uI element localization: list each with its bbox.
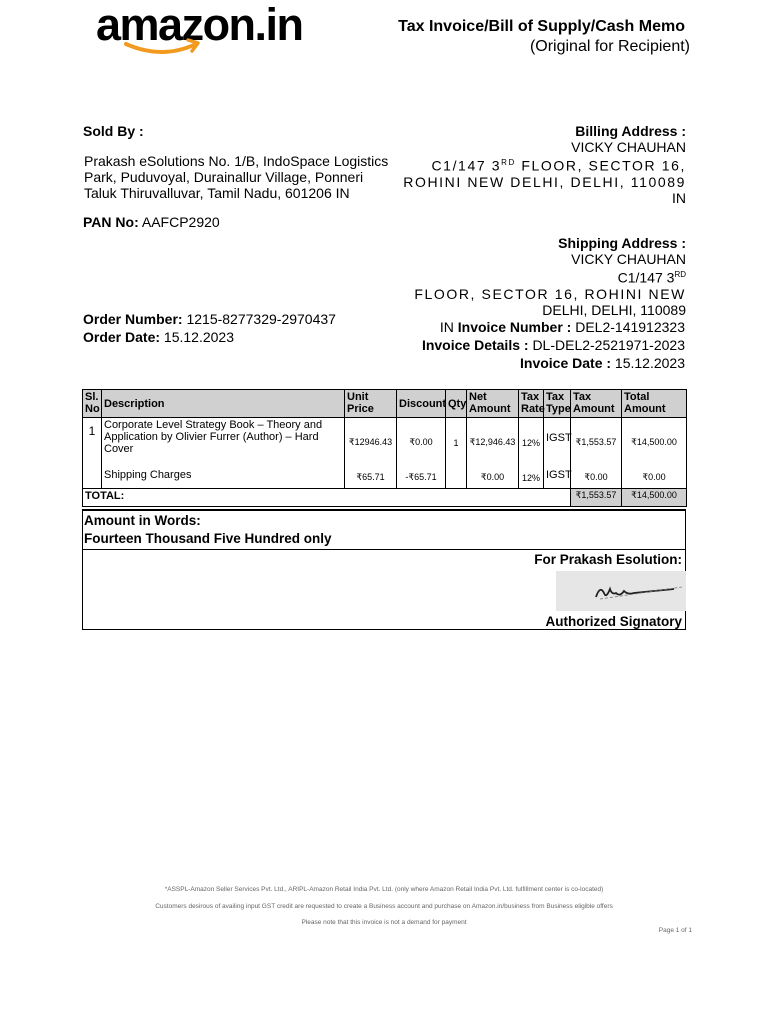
footer-note: *ASSPL-Amazon Seller Services Pvt. Ltd., ARIPL-Amazon Retail India Pvt. Ltd. (only where Amazon Retail India Pvt. Ltd. fulfillment center is co-located) — [164, 886, 604, 893]
column-header: Description — [102, 390, 345, 418]
table-row — [83, 418, 687, 468]
order-date-value: 15.12.2023 — [163, 329, 234, 345]
cell-total-amount: ₹14,500.00 — [622, 418, 687, 468]
cell-tax-type: IGST — [544, 418, 571, 468]
billing-name: VICKY CHAUHAN — [571, 139, 686, 155]
cell-tax-amount: ₹1,553.57 — [571, 418, 622, 468]
shipping-name: VICKY CHAUHAN — [571, 251, 686, 267]
document-title: Tax Invoice/Bill of Supply/Cash Memo — [398, 18, 685, 35]
invoice-details-value: DL-DEL2-2521971-2023 — [532, 337, 685, 353]
cell-tax-rate: 12% — [519, 468, 544, 489]
order-number-value: 1215-8277329-2970437 — [186, 311, 336, 327]
amazon-logo: amazon.in — [96, 0, 303, 50]
table-row — [83, 468, 687, 489]
amount-in-words-box — [82, 509, 686, 550]
seller-address-line: Park, Puduvoyal, Durainallur Village, Ponneri — [84, 169, 364, 185]
table-total-row — [83, 489, 687, 507]
column-header: Tax Rate — [519, 390, 544, 418]
invoice-table — [82, 389, 687, 507]
total-label: TOTAL: — [83, 489, 571, 507]
column-header: Unit Price — [345, 390, 397, 418]
order-date-label: Order Date: — [83, 329, 161, 345]
shipping-line: DELHI, DELHI, 110089 — [542, 301, 686, 318]
seller-address — [84, 153, 388, 201]
billing-address — [403, 123, 686, 206]
cell-discount: ₹0.00 — [397, 418, 446, 468]
column-header: Tax Amount — [571, 390, 622, 418]
invoice-date-label: Invoice Date : — [520, 355, 612, 371]
cell-sl — [83, 468, 102, 489]
sold-by-label: Sold By : — [83, 123, 144, 139]
shipping-country: IN — [439, 319, 454, 335]
total-tax-amount: ₹1,553.57 — [571, 489, 622, 507]
invoice-details — [422, 337, 685, 353]
authorized-signatory-label: Authorized Signatory — [545, 614, 682, 629]
invoice-number-label: Invoice Number : — [457, 319, 572, 335]
column-header: Total Amount — [622, 390, 687, 418]
seller-address-line: Taluk Thiruvalluvar, Tamil Nadu, 601206 IN — [84, 185, 350, 201]
cell-net-amount: ₹12,946.43 — [467, 418, 519, 468]
order-number-label: Order Number: — [83, 311, 183, 327]
cell-net-amount: ₹0.00 — [467, 468, 519, 489]
column-header: Discount — [397, 390, 446, 418]
cell-unit-price: ₹65.71 — [345, 468, 397, 489]
seller-address-line: Prakash eSolutions No. 1/B, IndoSpace Logistics — [84, 153, 389, 169]
billing-country: IN — [672, 189, 686, 206]
billing-address-label: Billing Address : — [575, 123, 686, 139]
total-amount: ₹14,500.00 — [622, 489, 687, 507]
amazon-smile-icon — [124, 38, 204, 60]
cell-description: Corporate Level Strategy Book – Theory and Application by Olivier Furrer (Author) – Hard Cover — [102, 418, 345, 468]
table-header-row — [83, 390, 687, 418]
cell-description: Shipping Charges — [102, 468, 345, 489]
invoice-date-value: 15.12.2023 — [614, 355, 685, 371]
pan-value: AAFCP2920 — [141, 214, 220, 230]
amount-words-value: Fourteen Thousand Five Hundred only — [84, 531, 332, 546]
invoice-details-label: Invoice Details : — [421, 337, 529, 353]
column-header: Qty — [446, 390, 467, 418]
shipping-address — [414, 235, 686, 318]
cell-unit-price: ₹12946.43 — [345, 418, 397, 468]
cell-tax-amount: ₹0.00 — [571, 468, 622, 489]
cell-tax-rate: 12% — [519, 418, 544, 468]
signature-box — [82, 547, 686, 630]
billing-line: ROHINI NEW DELHI, DELHI, 110089 — [403, 173, 686, 190]
cell-tax-type: IGST — [544, 468, 571, 489]
invoice-number-value: DEL2-141912323 — [575, 319, 685, 335]
cell-qty — [446, 468, 467, 489]
invoice-date — [520, 355, 685, 371]
amount-words-label: Amount in Words: — [84, 513, 201, 528]
order-date — [83, 329, 234, 345]
shipping-line: FLOOR, SECTOR 16, ROHINI NEW — [414, 285, 686, 302]
cell-discount: -₹65.71 — [397, 468, 446, 489]
signature-image — [556, 571, 686, 611]
shipping-line: C1/147 3RD — [617, 269, 686, 286]
column-header: Tax Type — [544, 390, 571, 418]
billing-line: C1/147 3RD FLOOR, SECTOR 16, — [431, 157, 686, 174]
document-subtitle: (Original for Recipient) — [529, 38, 690, 55]
footer-note: Please note that this invoice is not a demand for payment — [301, 919, 467, 926]
column-header: Sl. No — [83, 390, 102, 418]
page-number: Page 1 of 1 — [658, 927, 692, 934]
order-number — [83, 311, 336, 327]
cell-qty: 1 — [446, 418, 467, 468]
footer-note: Customers desirous of availing input GST credit are requested to create a Business account and purchase on Amazon.in/business from Business eligible offers — [155, 903, 613, 910]
column-header: Net Amount — [467, 390, 519, 418]
shipping-address-label: Shipping Address : — [558, 235, 686, 251]
cell-sl: 1 — [83, 418, 102, 468]
pan-label: PAN No: — [83, 214, 139, 230]
invoice-number — [440, 319, 685, 335]
pan-number — [83, 214, 220, 230]
cell-total-amount: ₹0.00 — [622, 468, 687, 489]
signature-for-text: For Prakash Esolution: — [534, 552, 682, 567]
